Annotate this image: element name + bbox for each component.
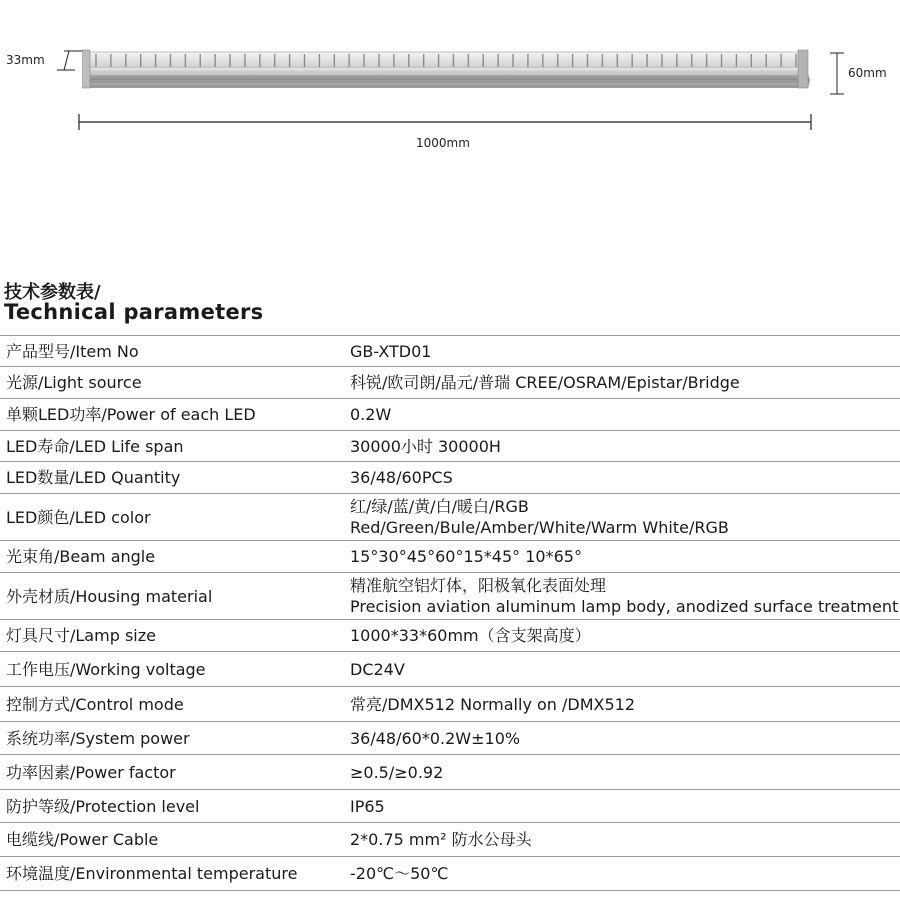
parameter-label: 光束角/Beam angle bbox=[6, 547, 156, 566]
section-heading-english: Technical parameters bbox=[4, 300, 264, 324]
parameter-label: 光源/Light source bbox=[6, 373, 142, 392]
parameter-label: LED寿命/LED Life span bbox=[6, 436, 184, 456]
parameter-value bbox=[342, 541, 900, 573]
section-heading-chinese: 技术参数表/ bbox=[4, 282, 101, 303]
table-row bbox=[0, 431, 900, 462]
parameter-label: 环境温度/Environmental temperature bbox=[6, 864, 298, 883]
table-row bbox=[0, 573, 900, 620]
parameter-label: LED颜色/LED color bbox=[6, 507, 151, 527]
parameter-value bbox=[342, 857, 900, 891]
parameter-value-line: GB-XTD01 bbox=[350, 341, 432, 361]
parameter-value bbox=[342, 431, 900, 462]
parameter-label: LED数量/LED Quantity bbox=[6, 468, 181, 487]
table-row bbox=[0, 823, 900, 857]
table-row bbox=[0, 687, 900, 722]
parameter-value bbox=[342, 399, 900, 431]
table-row bbox=[0, 399, 900, 431]
parameter-label: 系统功率/System power bbox=[6, 728, 190, 748]
height-dimension-label: 33mm bbox=[6, 53, 45, 67]
parameter-label: 工作电压/Working voltage bbox=[6, 659, 206, 679]
parameter-value-line: 15°30°45°60°15*45° 10*65° bbox=[350, 547, 582, 566]
parameter-value-line: Red/Green/Bule/Amber/White/Warm White/RGB bbox=[350, 518, 729, 537]
parameter-value bbox=[342, 367, 900, 399]
parameter-value bbox=[342, 790, 900, 823]
parameter-value bbox=[342, 336, 900, 367]
length-dimension-line bbox=[76, 112, 816, 132]
table-row bbox=[0, 367, 900, 399]
table-row bbox=[0, 462, 900, 494]
parameter-value-line: 1000*33*60mm（含支架高度） bbox=[350, 626, 591, 645]
parameter-value bbox=[342, 573, 900, 620]
depth-dimension-marker bbox=[826, 52, 846, 96]
parameter-value-line: IP65 bbox=[350, 796, 385, 816]
parameter-value-line: 精准航空铝灯体，阳极氧化表面处理 bbox=[350, 576, 607, 595]
parameter-value-line: 30000小时 30000H bbox=[350, 436, 501, 456]
parameter-value-line: ≥0.5/≥0.92 bbox=[350, 762, 444, 782]
table-row bbox=[0, 494, 900, 541]
table-row bbox=[0, 336, 900, 367]
parameter-value bbox=[342, 755, 900, 790]
height-dimension-marker bbox=[55, 48, 85, 76]
parameter-value-line: 常亮/DMX512 Normally on /DMX512 bbox=[350, 694, 636, 714]
parameter-label: 外壳材质/Housing material bbox=[6, 586, 213, 606]
parameter-label: 功率因素/Power factor bbox=[6, 762, 176, 782]
parameter-label: 产品型号/Item No bbox=[6, 341, 139, 361]
parameter-value-line: 36/48/60*0.2W±10% bbox=[350, 728, 521, 748]
parameter-value-line: 0.2W bbox=[350, 405, 392, 424]
parameter-value-line: Precision aviation aluminum lamp body, anodized surface treatment bbox=[350, 597, 899, 616]
parameter-value bbox=[342, 652, 900, 687]
technical-parameters-table bbox=[0, 335, 900, 891]
table-row bbox=[0, 541, 900, 573]
table-row bbox=[0, 620, 900, 652]
lamp-product-image bbox=[82, 48, 812, 90]
length-dimension-label: 1000mm bbox=[416, 136, 470, 150]
parameter-value-line: 2*0.75 mm² 防水公母头 bbox=[350, 830, 532, 849]
parameter-value-line: 科锐/欧司朗/晶元/普瑞 CREE/OSRAM/Epistar/Bridge bbox=[350, 373, 740, 392]
parameter-label: 单颗LED功率/Power of each LED bbox=[6, 405, 256, 424]
parameter-label: 灯具尺寸/Lamp size bbox=[6, 626, 156, 645]
parameter-label: 控制方式/Control mode bbox=[6, 694, 184, 714]
table-row bbox=[0, 755, 900, 790]
parameter-value-line: 红/绿/蓝/黄/白/暖白/RGB bbox=[350, 497, 529, 516]
table-row bbox=[0, 790, 900, 823]
parameter-value bbox=[342, 687, 900, 722]
parameter-value bbox=[342, 494, 900, 541]
depth-dimension-label: 60mm bbox=[848, 66, 887, 80]
parameter-value bbox=[342, 722, 900, 755]
parameter-value bbox=[342, 823, 900, 857]
parameter-value-line: DC24V bbox=[350, 659, 405, 679]
parameter-value bbox=[342, 620, 900, 652]
parameter-label: 防护等级/Protection level bbox=[6, 796, 200, 816]
table-row bbox=[0, 652, 900, 687]
parameter-value bbox=[342, 462, 900, 494]
table-row bbox=[0, 722, 900, 755]
parameter-label: 电缆线/Power Cable bbox=[6, 830, 159, 849]
parameter-value-line: -20℃～50℃ bbox=[350, 864, 449, 883]
table-row bbox=[0, 857, 900, 891]
parameter-value-line: 36/48/60PCS bbox=[350, 468, 453, 487]
